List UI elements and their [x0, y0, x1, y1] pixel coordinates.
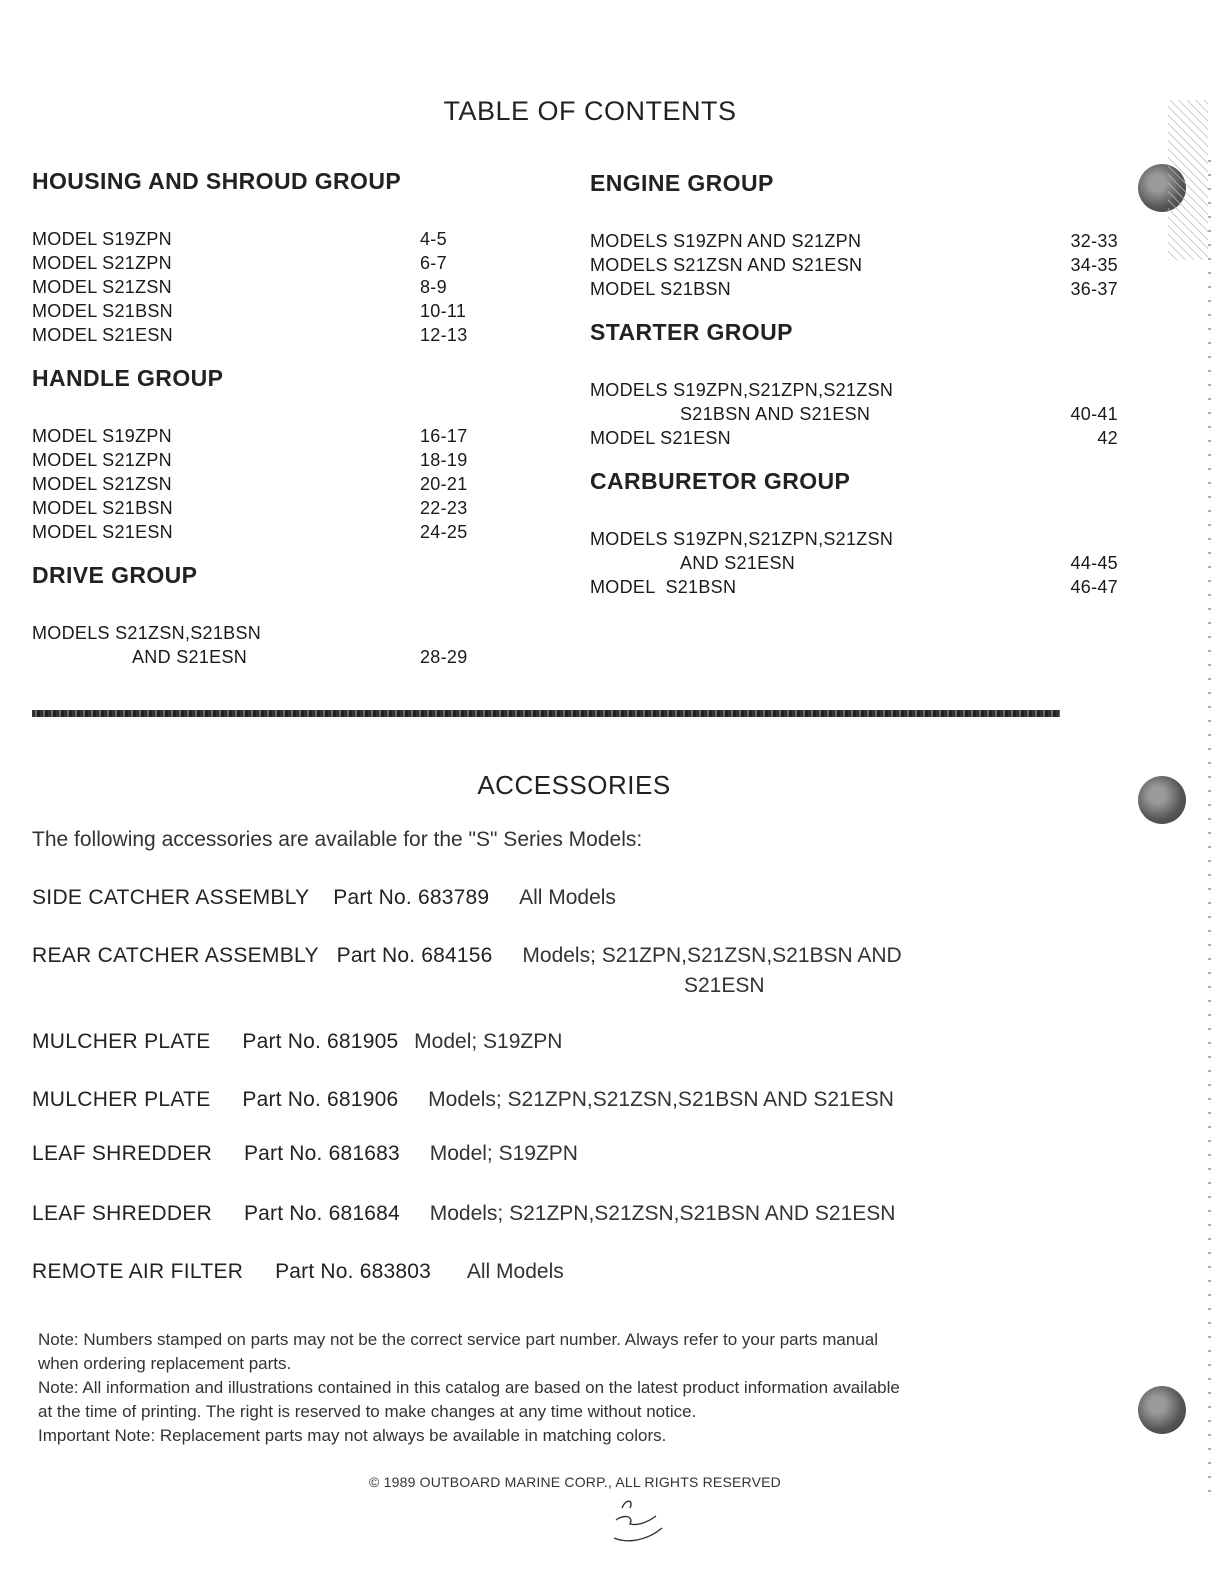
entry-pages: 36-37 — [1070, 279, 1118, 299]
note-line: Important Note: Replacement parts may not always be available in matching colors. — [38, 1426, 667, 1445]
entry-name: MODEL S19ZPN — [32, 426, 172, 446]
accessory-models: Model; S19ZPN — [414, 1030, 563, 1053]
entry-name: MODEL S21ZPN — [32, 450, 172, 470]
note-line: Note: Numbers stamped on parts may not be the correct service part number. Always refer to your parts manual — [38, 1330, 878, 1349]
toc-entry — [590, 551, 1130, 575]
entry-pages: 4-5 — [420, 229, 447, 249]
group-heading-handle: HANDLE GROUP — [32, 365, 224, 391]
entry-pages: 34-35 — [1070, 255, 1118, 275]
toc-entry — [32, 275, 492, 299]
accessory-name: REAR CATCHER ASSEMBLY — [32, 944, 319, 967]
entry-name: MODEL S21ZSN — [32, 277, 172, 297]
entry-name: MODEL S21ESN — [590, 428, 731, 448]
entry-name: MODEL S21BSN — [32, 498, 173, 518]
entry-name: MODELS S19ZPN,S21ZPN,S21ZSN — [590, 380, 894, 400]
accessories-intro: The following accessories are available for the "S" Series Models: — [32, 828, 643, 851]
accessory-name: LEAF SHREDDER — [32, 1142, 213, 1165]
entry-name: MODEL S21BSN — [590, 577, 737, 597]
note-line: when ordering replacement parts. — [38, 1354, 292, 1373]
entry-pages: 20-21 — [420, 474, 468, 494]
toc-entry — [32, 621, 492, 645]
notes-block — [38, 1328, 1098, 1448]
accessory-part: Part No. 684156 — [336, 944, 493, 967]
toc-entry — [590, 402, 1130, 426]
accessory-row — [32, 1088, 894, 1112]
entry-pages: 18-19 — [420, 450, 468, 470]
entry-name: MODELS S21ZSN,S21BSN — [32, 623, 262, 643]
entry-pages: 10-11 — [420, 301, 467, 321]
entry-pages: 46-47 — [1070, 577, 1118, 597]
entry-pages: 44-45 — [1070, 553, 1118, 573]
binder-hole — [1138, 1386, 1186, 1434]
toc-entry — [32, 496, 492, 520]
accessory-row — [32, 1202, 895, 1226]
entry-pages: 28-29 — [420, 647, 468, 667]
accessory-part: Part No. 681683 — [243, 1142, 400, 1165]
accessory-row — [32, 944, 902, 968]
accessory-part: Part No. 683803 — [275, 1260, 432, 1283]
entry-name: MODEL S21ZPN — [32, 253, 172, 273]
entry-pages: 32-33 — [1070, 231, 1118, 251]
toc-right-column — [590, 170, 1130, 617]
group-entries-carburetor — [590, 527, 1130, 599]
entry-pages: 16-17 — [420, 426, 468, 446]
accessory-models-continued: S21ESN — [684, 974, 765, 997]
entry-pages: 6-7 — [420, 253, 447, 273]
accessory-models: All Models — [519, 886, 616, 909]
accessory-row — [32, 1142, 578, 1166]
entry-name: MODEL S21ESN — [32, 325, 173, 345]
entry-name-continued: S21BSN AND S21ESN — [680, 404, 871, 424]
toc-left-column — [32, 168, 492, 687]
group-heading-starter: STARTER GROUP — [590, 319, 793, 345]
accessory-name: LEAF SHREDDER — [32, 1202, 213, 1225]
group-entries-housing — [32, 227, 492, 347]
accessory-name: MULCHER PLATE — [32, 1030, 211, 1053]
entry-pages: 22-23 — [420, 498, 468, 518]
group-entries-engine — [590, 229, 1130, 301]
entry-pages: 12-13 — [420, 325, 468, 345]
entry-name-continued: AND S21ESN — [132, 647, 248, 667]
page-edge-marks — [1208, 160, 1211, 1500]
group-heading-carburetor: CARBURETOR GROUP — [590, 468, 851, 494]
toc-entry — [32, 645, 492, 669]
entry-name: MODELS S19ZPN,S21ZPN,S21ZSN — [590, 529, 894, 549]
accessory-name: MULCHER PLATE — [32, 1088, 211, 1111]
copyright-line: © 1989 OUTBOARD MARINE CORP., ALL RIGHTS RESERVED — [369, 1474, 781, 1490]
accessory-name: SIDE CATCHER ASSEMBLY — [32, 886, 310, 909]
toc-entry — [590, 575, 1130, 599]
toc-entry — [32, 251, 492, 275]
accessory-part: Part No. 681684 — [243, 1202, 400, 1225]
group-entries-drive — [32, 621, 492, 669]
accessory-row — [32, 1260, 564, 1284]
accessory-models: Models; S21ZPN,S21ZSN,S21BSN AND S21ESN — [428, 1088, 894, 1111]
toc-entry — [590, 378, 1130, 402]
accessory-part: Part No. 681906 — [242, 1088, 399, 1111]
accessory-row — [32, 1030, 562, 1054]
entry-pages: 40-41 — [1070, 404, 1118, 424]
toc-entry — [590, 426, 1130, 450]
section-divider — [32, 710, 1060, 717]
entry-name: MODEL S19ZPN — [32, 229, 172, 249]
accessory-models: All Models — [466, 1260, 564, 1283]
entry-name-continued: AND S21ESN — [680, 553, 796, 573]
accessory-row — [32, 886, 616, 910]
group-heading-engine: ENGINE GROUP — [590, 170, 774, 196]
entry-name: MODEL S21BSN — [590, 279, 731, 299]
note-line: at the time of printing. The right is reserved to make changes at any time without notice. — [38, 1402, 697, 1421]
toc-entry — [32, 299, 492, 323]
toc-entry — [32, 323, 492, 347]
accessory-models: Models; S21ZPN,S21ZSN,S21BSN AND — [522, 944, 902, 967]
group-heading-housing: HOUSING AND SHROUD GROUP — [32, 168, 402, 194]
toc-entry — [590, 229, 1130, 253]
accessory-part: Part No. 681905 — [242, 1030, 399, 1053]
group-entries-handle — [32, 424, 492, 544]
note-line: Note: All information and illustrations contained in this catalog are based on the latest product information available — [38, 1378, 900, 1397]
accessory-name: REMOTE AIR FILTER — [32, 1260, 244, 1283]
accessory-models: Models; S21ZPN,S21ZSN,S21BSN AND S21ESN — [429, 1202, 896, 1225]
entry-name: MODELS S21ZSN AND S21ESN — [590, 255, 863, 275]
toc-entry — [590, 253, 1130, 277]
entry-name: MODEL S21ESN — [32, 522, 173, 542]
toc-entry — [590, 277, 1130, 301]
entry-name: MODELS S19ZPN AND S21ZPN — [590, 231, 862, 251]
entry-name: MODEL S21BSN — [32, 301, 173, 321]
toc-title: TABLE OF CONTENTS — [443, 96, 737, 126]
scan-specks — [1168, 100, 1208, 260]
accessory-models: Model; S19ZPN — [429, 1142, 578, 1165]
entry-pages: 24-25 — [420, 522, 468, 542]
signature-mark — [608, 1494, 668, 1546]
toc-entry — [32, 520, 492, 544]
accessory-part: Part No. 683789 — [333, 886, 490, 909]
toc-entry — [32, 424, 492, 448]
group-entries-starter — [590, 378, 1130, 450]
entry-pages: 42 — [1097, 428, 1118, 448]
toc-entry — [590, 527, 1130, 551]
binder-hole — [1138, 776, 1186, 824]
group-heading-drive: DRIVE GROUP — [32, 562, 198, 588]
entry-name: MODEL S21ZSN — [32, 474, 172, 494]
toc-entry — [32, 227, 492, 251]
toc-entry — [32, 472, 492, 496]
entry-pages: 8-9 — [420, 277, 447, 297]
toc-entry — [32, 448, 492, 472]
accessories-title: ACCESSORIES — [477, 770, 671, 800]
